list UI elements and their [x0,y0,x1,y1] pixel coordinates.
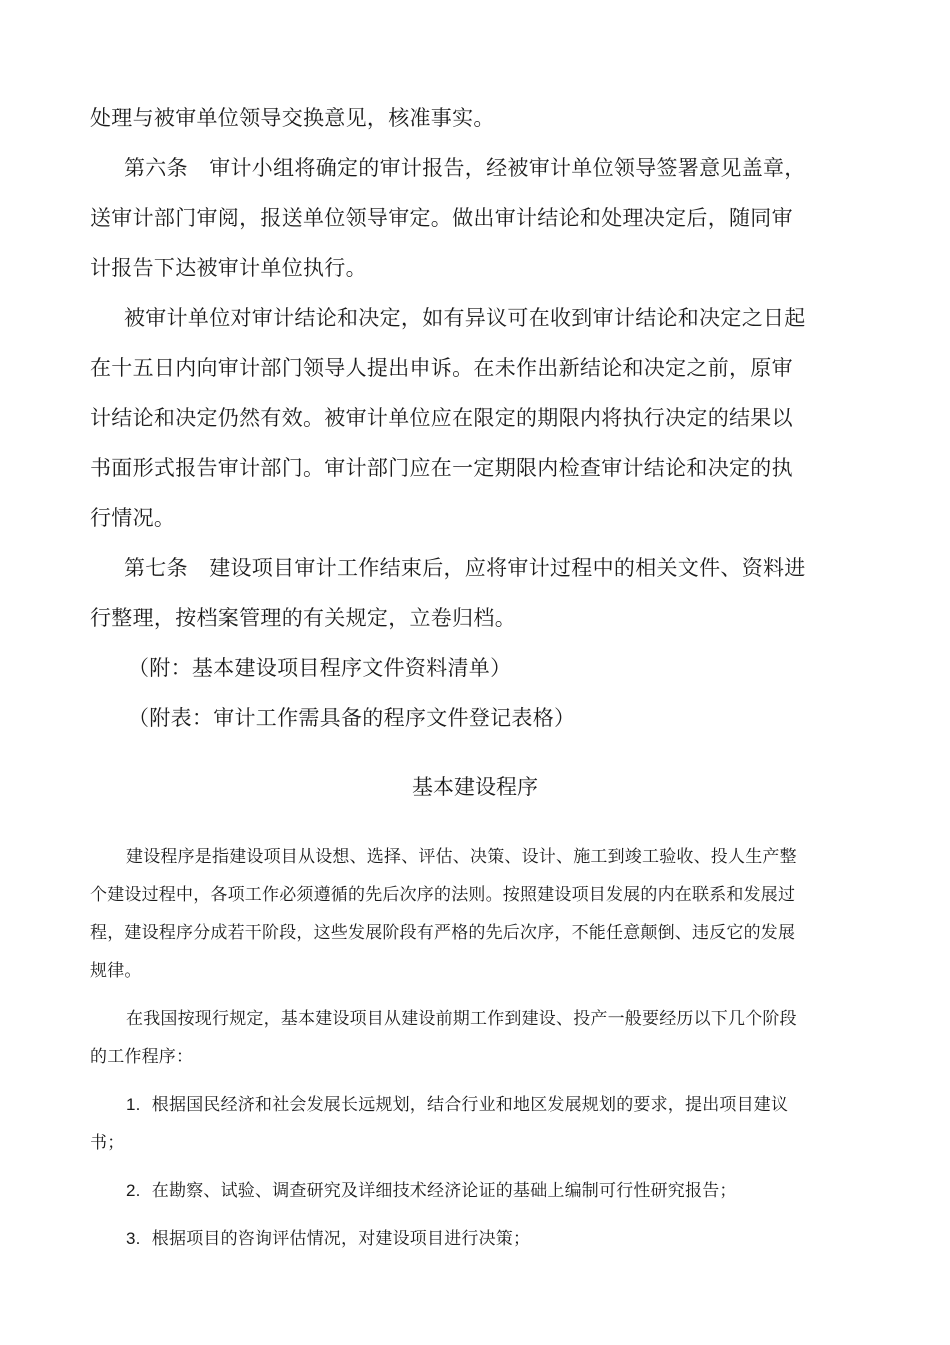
section-title: 基本建设程序 [412,775,538,799]
appeal-paragraph: 被审计单位对审计结论和决定，如有异议可在收到审计结论和决定之日起在十五日内向审计部门领导人提出申诉。在未作出新结论和决定之前，原审计结论和决定仍然有效。被审计单位应在限定的期限内将执行决定的结果以书面形式报告审计部门。审计部门应在一定期限内检查审计结论和决定的执行情况。 [90,306,806,530]
list-item-text: 根据项目的咨询评估情况，对建设项目进行决策； [151,1229,531,1249]
list-item-number: 3. [126,1229,141,1248]
list-item-text: 根据国民经济和社会发展长远规划，结合行业和地区发展规划的要求，提出项目建议书； [90,1095,789,1153]
list-item-number: 2. [126,1181,141,1200]
list-item-number: 1. [126,1095,141,1114]
paragraph-continuation: 处理与被审单位领导交换意见，核准事实。 [90,106,495,130]
lower-section [90,838,812,1258]
attachment-note-2: （附表：审计工作需具备的程序文件登记表格） [128,706,576,730]
definition-paragraph: 建设程序是指建设项目从设想、选择、评估、决策、设计、施工到竣工验收、投人生产整个建设过程中，各项工作必须遵循的先后次序的法则。按照建设项目发展的内在联系和发展过程，建设程序分成若干阶段，这些发展阶段有严格的先后次序，不能任意颠倒、违反它的发展规律。 [90,847,797,981]
list-item [90,1220,812,1258]
article-seven-paragraph: 第七条 建设项目审计工作结束后，应将审计过程中的相关文件、资料进行整理，按档案管理的有关规定，立卷归档。 [90,556,806,630]
stages-intro-paragraph: 在我国按现行规定，基本建设项目从建设前期工作到建设、投产一般要经历以下几个阶段的工作程序： [90,1009,797,1067]
list-item [90,1086,812,1162]
upper-section [90,93,812,743]
list-item [90,1172,812,1210]
article-six-paragraph: 第六条 审计小组将确定的审计报告，经被审计单位领导签署意见盖章，送审计部门审阅，报送单位领导审定。做出审计结论和处理决定后，随同审计报告下达被审计单位执行。 [90,156,806,280]
list-item-text: 在勘察、试验、调查研究及详细技术经济论证的基础上编制可行性研究报告； [151,1181,737,1201]
attachment-note-1: （附：基本建设项目程序文件资料清单） [128,656,512,680]
